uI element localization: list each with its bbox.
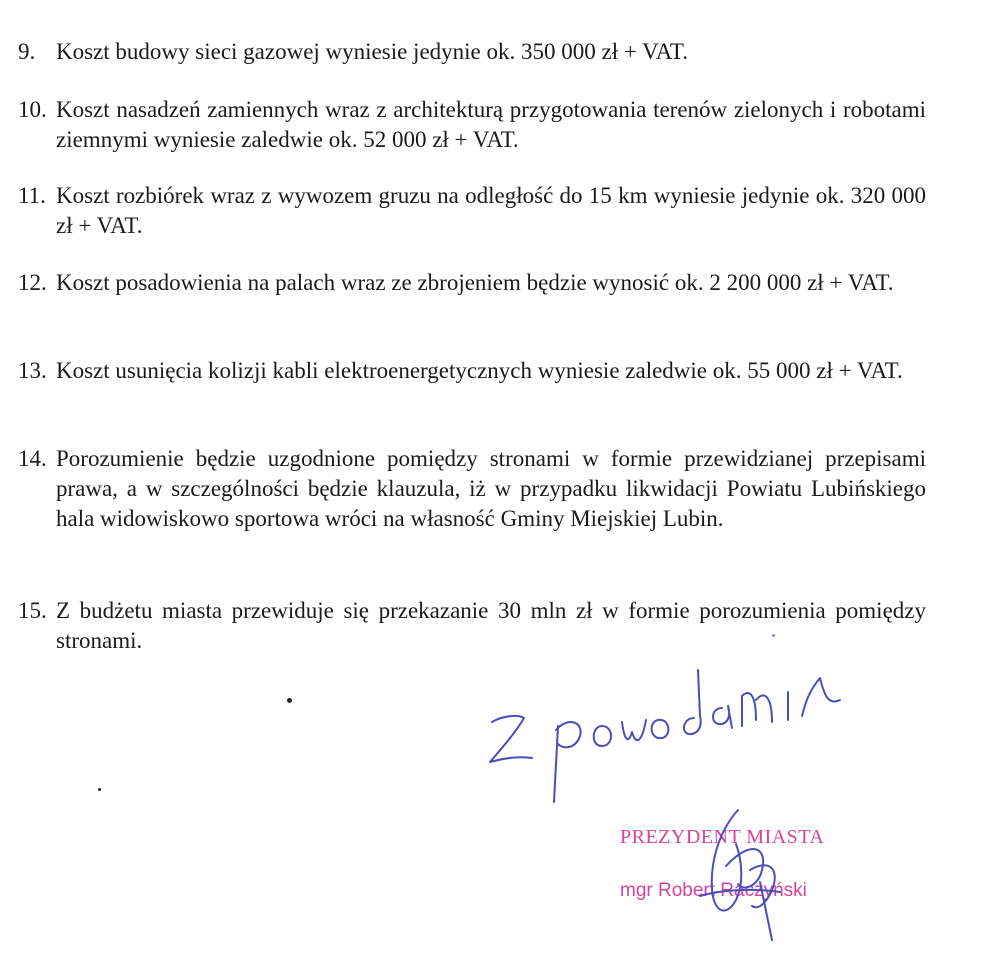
stamp-title: PREZYDENT MIASTA [620,826,825,848]
list-item [18,268,926,298]
item-number: 15. [18,598,47,623]
item-text: Koszt rozbiórek wraz z wywozem gruzu na odległość do 15 km wyniesie jedynie ok. 320 000 zł + VAT. [56,183,926,238]
item-text: Koszt posadowienia na palach wraz ze zbrojeniem będzie wynosić ok. 2 200 000 zł + VAT. [56,270,894,295]
item-number: 9. [18,39,36,64]
scan-speck [98,788,101,791]
list-item [18,444,926,534]
handwritten-note [480,630,860,810]
list-item [18,356,926,386]
item-number: 13. [18,358,47,383]
item-number: 12. [18,270,47,295]
item-text: Porozumienie będzie uzgodnione pomiędzy stronami w formie przewidzianej przepisami prawa, a w szczególności będzie klauzula, iż w przypadku likwidacji Powiatu Lubińskiego hala widowiskowo sportowa wróci na własność Gminy Miejskiej Lubin. [56,446,926,531]
signature [640,800,840,950]
stamp-name: mgr Robert Raczyński [620,880,807,901]
scan-speck [287,698,292,703]
item-number: 14. [18,446,47,471]
item-text: Koszt budowy sieci gazowej wyniesie jedynie ok. 350 000 zł + VAT. [56,39,688,64]
item-text: Z budżetu miasta przewiduje się przekazanie 30 mln zł w formie porozumienia pomiędzy stronami. [56,598,926,653]
item-text: Koszt nasadzeń zamiennych wraz z architekturą przygotowania terenów zielonych i robotami ziemnymi wyniesie zaledwie ok. 52 000 zł + VAT. [56,97,926,152]
list-item [18,37,926,67]
item-number: 10. [18,97,47,122]
item-number: 11. [18,183,46,208]
list-item [18,95,926,155]
list-item [18,181,926,241]
item-text: Koszt usunięcia kolizji kabli elektroenergetycznych wyniesie zaledwie ok. 55 000 zł + VAT. [56,358,903,383]
